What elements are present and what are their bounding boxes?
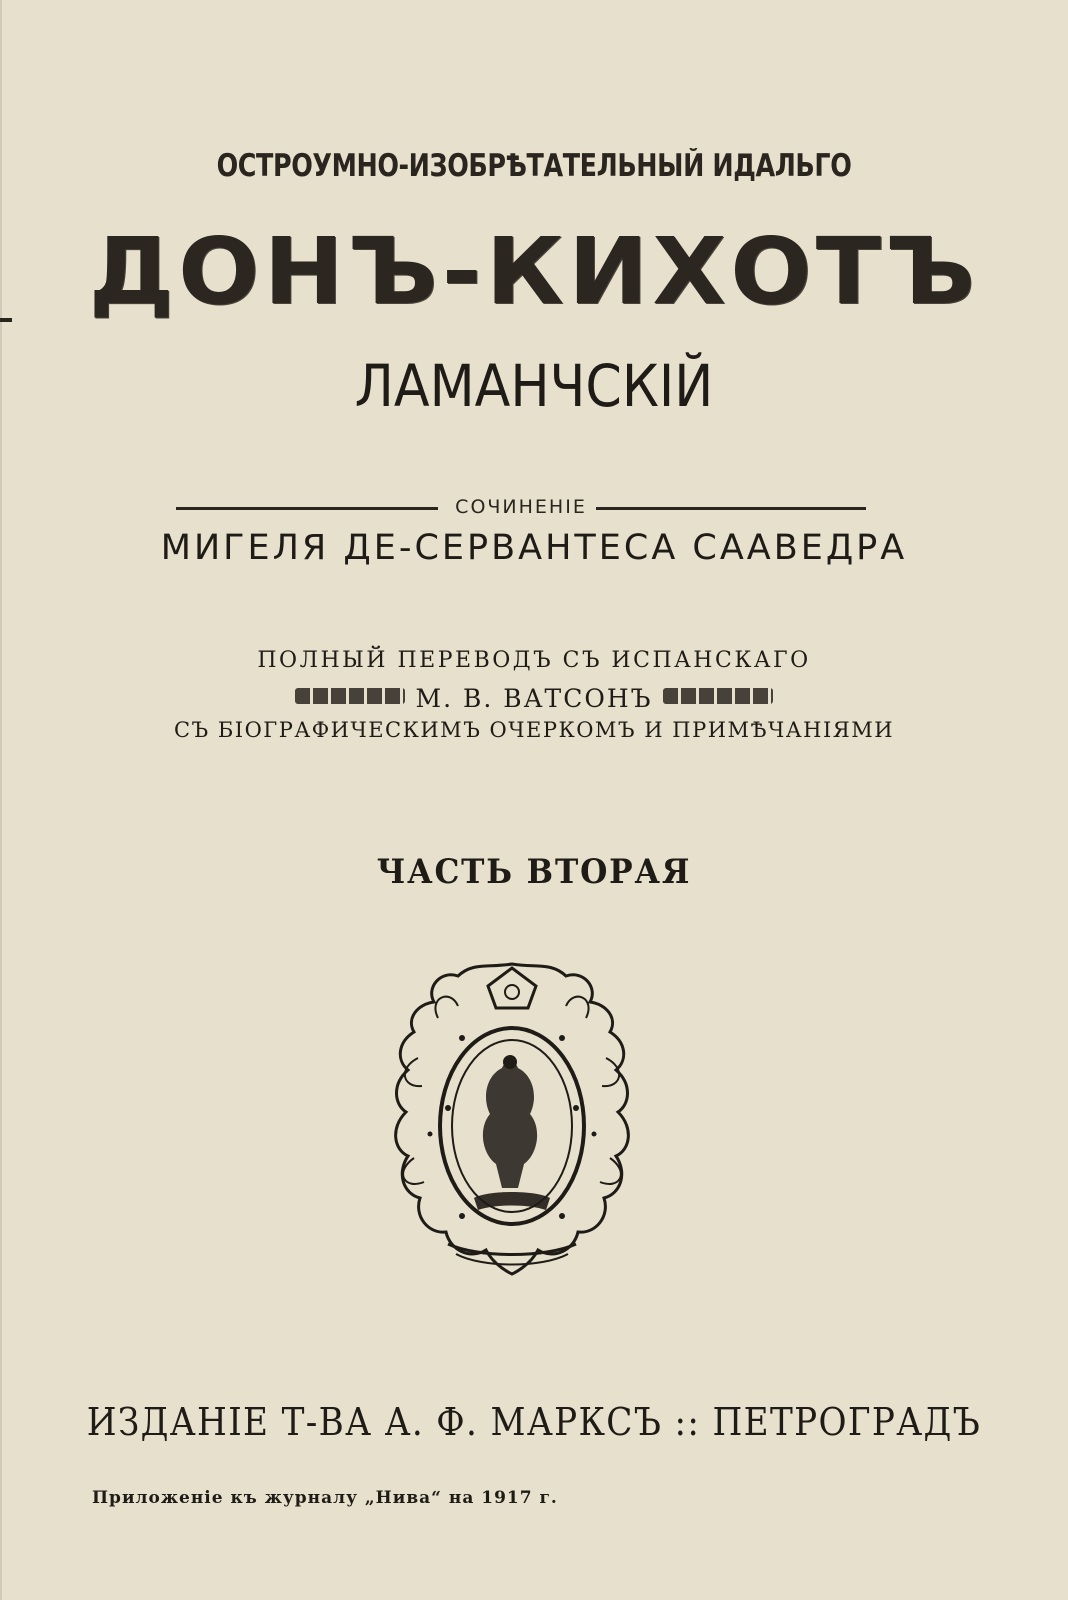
work-label-rule (176, 496, 866, 520)
work-label: СОЧИНЕНІЕ (455, 496, 587, 518)
ornament-left-icon (295, 688, 405, 704)
place-title: ЛАМАНЧСКІЙ (354, 352, 714, 420)
part-label: ЧАСТЬ ВТОРАЯ (376, 852, 692, 892)
main-title: ДОНЪ-КИХОТЪ (88, 218, 980, 325)
translator-name: М. В. ВАТСОНЪ (415, 684, 653, 713)
publisher-device-emblem-icon (378, 958, 646, 1296)
author-name: МИГЕЛЯ ДЕ-СЕРВАНТЕСА СААВЕДРА (160, 528, 908, 568)
publisher-line: ИЗДАНІЕ Т-ВА А. Ф. МАРКСЪ :: ПЕТРОГРАДЪ (86, 1400, 982, 1444)
supplement-note: Приложеніе къ журналу „Нива“ на 1917 г. (92, 1488, 558, 1508)
rule-right-divider (596, 507, 866, 510)
ornament-right-icon (663, 688, 773, 704)
translation-line: ПОЛНЫЙ ПЕРЕВОДЪ СЪ ИСПАНСКАГО (257, 648, 811, 673)
biography-line: СЪ БІОГРАФИЧЕСКИМЪ ОЧЕРКОМЪ И ПРИМѢЧАНІЯМИ (173, 718, 895, 742)
subtitle-top: ОСТРОУМНО-ИЗОБРѢТАТЕЛЬНЫЙ ИДАЛЬГО (216, 148, 852, 184)
translator-row (0, 684, 1068, 718)
